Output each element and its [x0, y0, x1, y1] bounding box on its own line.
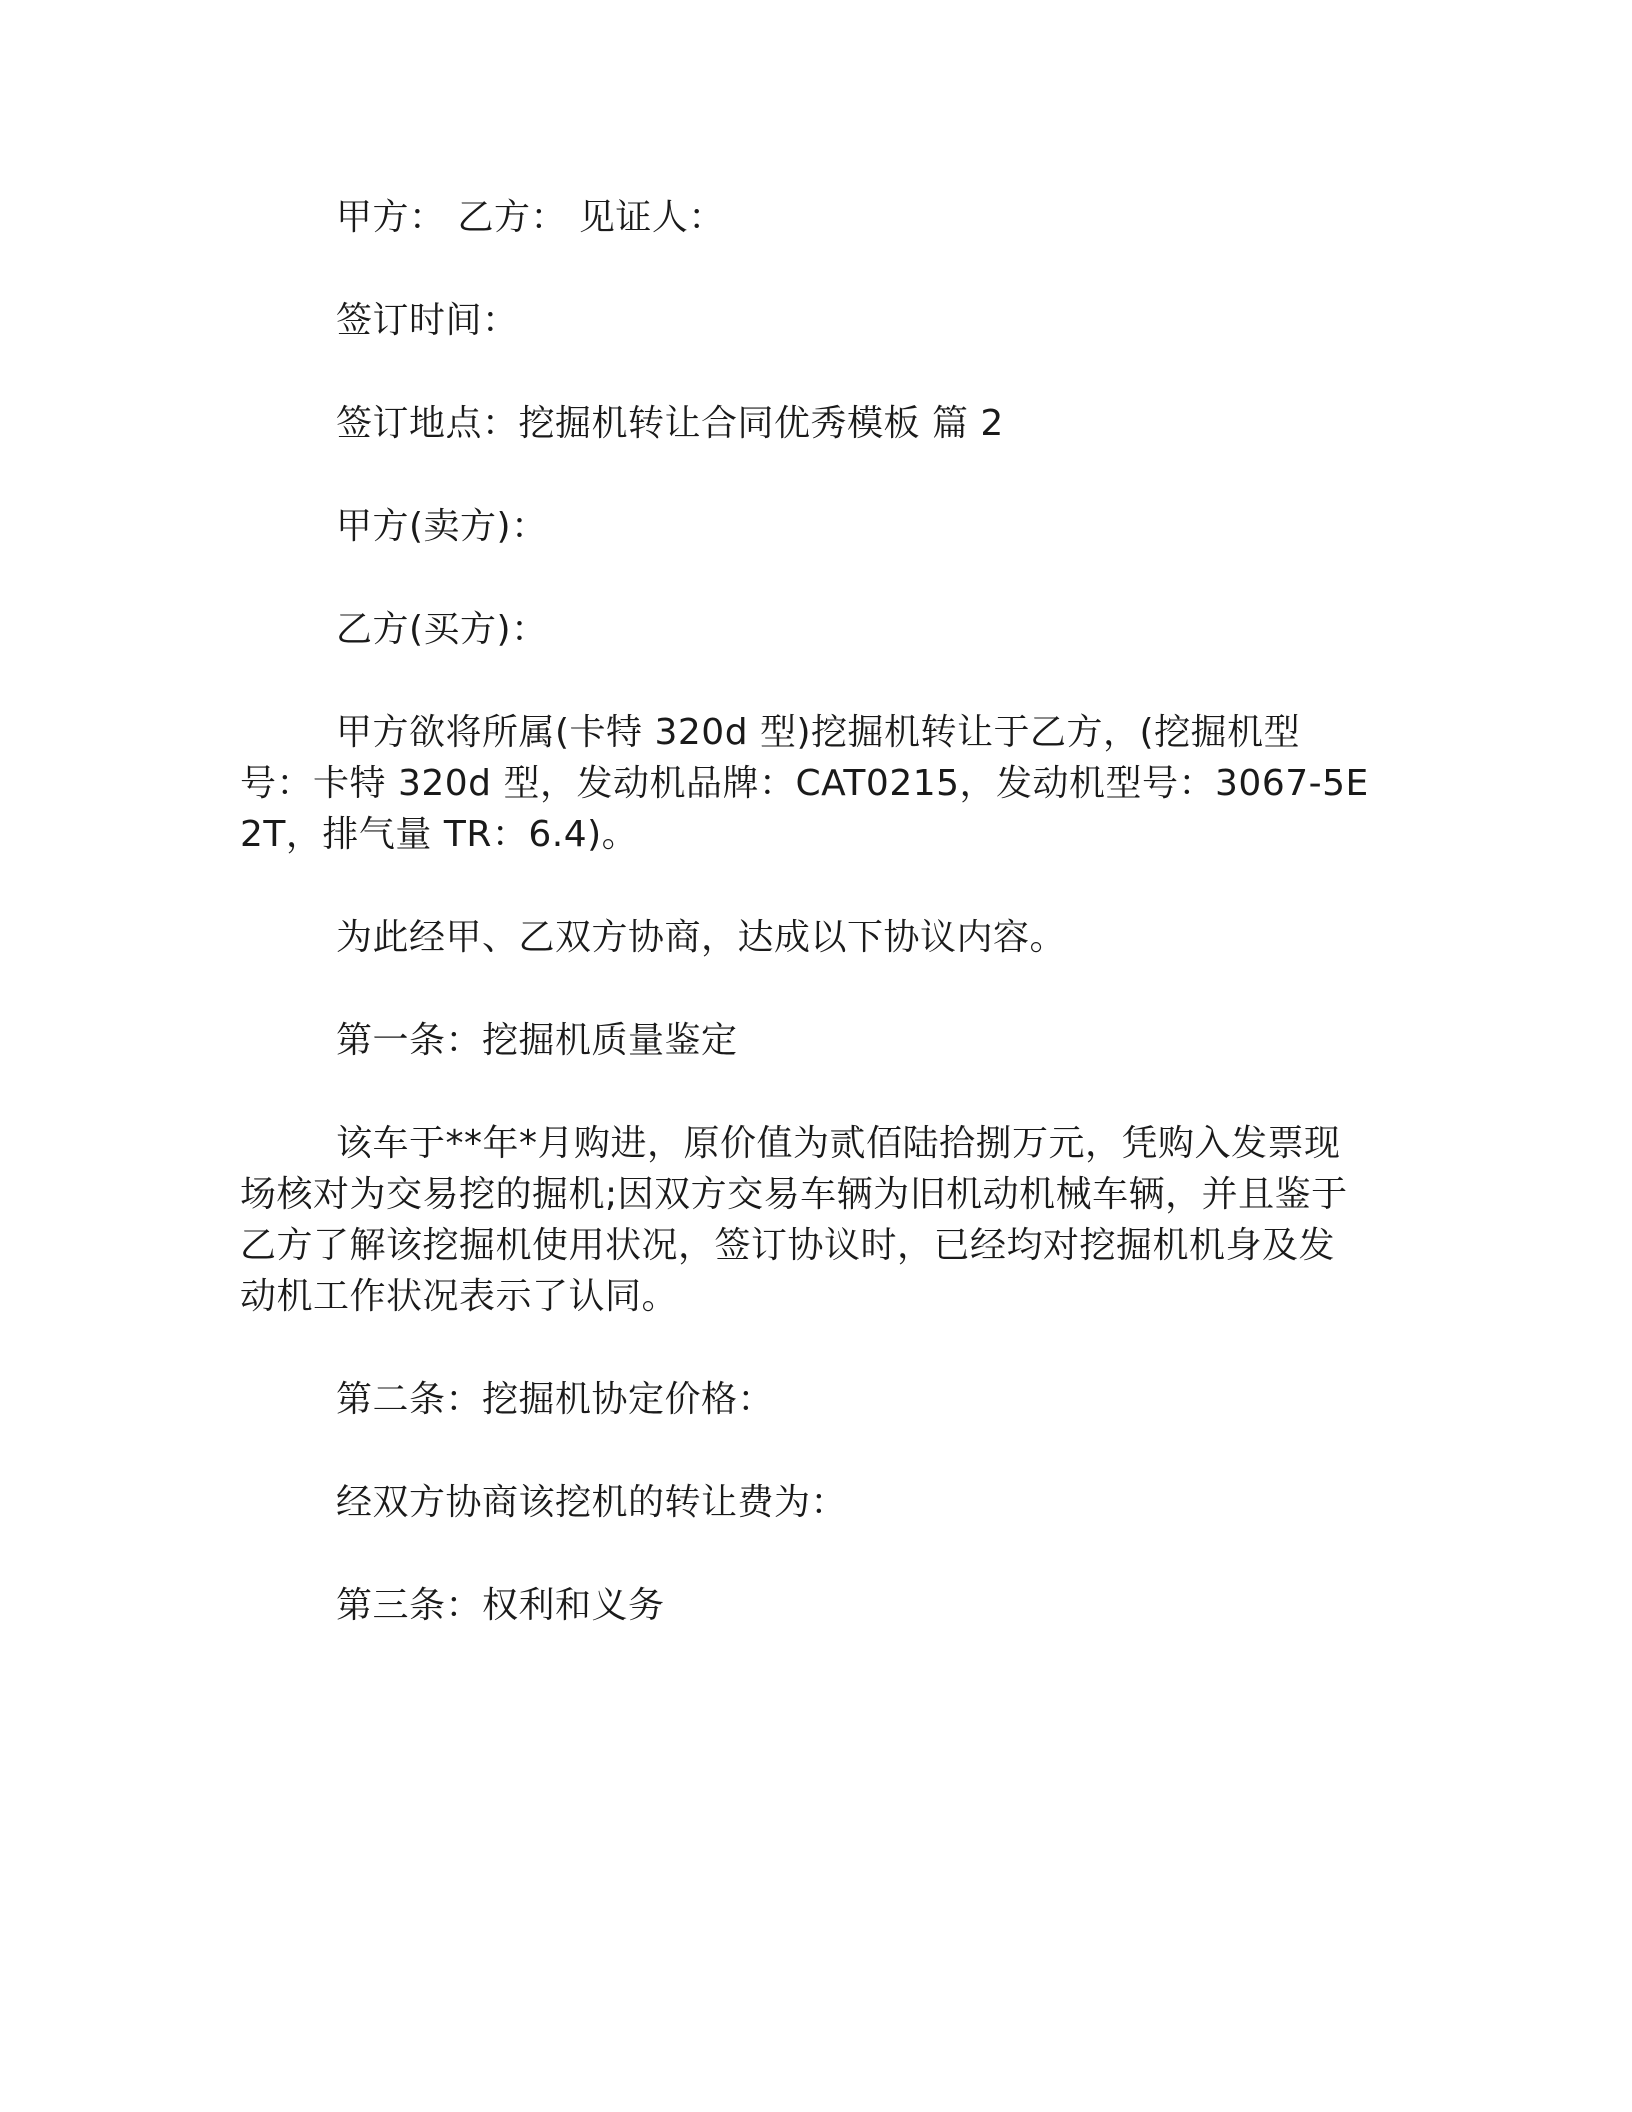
parties-line: 甲方： 乙方： 见证人： — [336, 197, 725, 238]
article-2-heading: 第二条：挖掘机协定价格： — [336, 1379, 775, 1420]
article-1-body: 该车于**年*月购进，原价值为贰佰陆拾捌万元，凭购入发票现场核对为交易挖的掘机;因双方交易车辆为旧机动机械车辆，并且鉴于乙方了解该挖掘机使用状况，签订协议时，已经均对挖掘机机身及发动机工作状况表示了认同。 — [240, 1123, 1348, 1317]
document-body — [240, 192, 1370, 1631]
agreement-intro-paragraph: 为此经甲、乙双方协商，达成以下协议内容。 — [336, 917, 1067, 958]
signing-place-line: 签订地点：挖掘机转让合同优秀模板 篇 2 — [336, 403, 1004, 444]
article-2-body: 经双方协商该挖机的转让费为： — [336, 1482, 848, 1523]
signing-time-line: 签订时间： — [336, 300, 519, 341]
transfer-intent-paragraph: 甲方欲将所属(卡特 320d 型)挖掘机转让于乙方，(挖掘机型号：卡特 320d 型，发动机品牌：CAT0215，发动机型号：3067-5E2T，排气量 TR：6.4)。 — [240, 712, 1369, 855]
party-b-buyer-line: 乙方(买方)： — [336, 609, 548, 650]
article-1-heading: 第一条：挖掘机质量鉴定 — [336, 1020, 738, 1061]
party-a-seller-line: 甲方(卖方)： — [336, 506, 548, 547]
article-3-heading: 第三条：权利和义务 — [336, 1585, 665, 1626]
